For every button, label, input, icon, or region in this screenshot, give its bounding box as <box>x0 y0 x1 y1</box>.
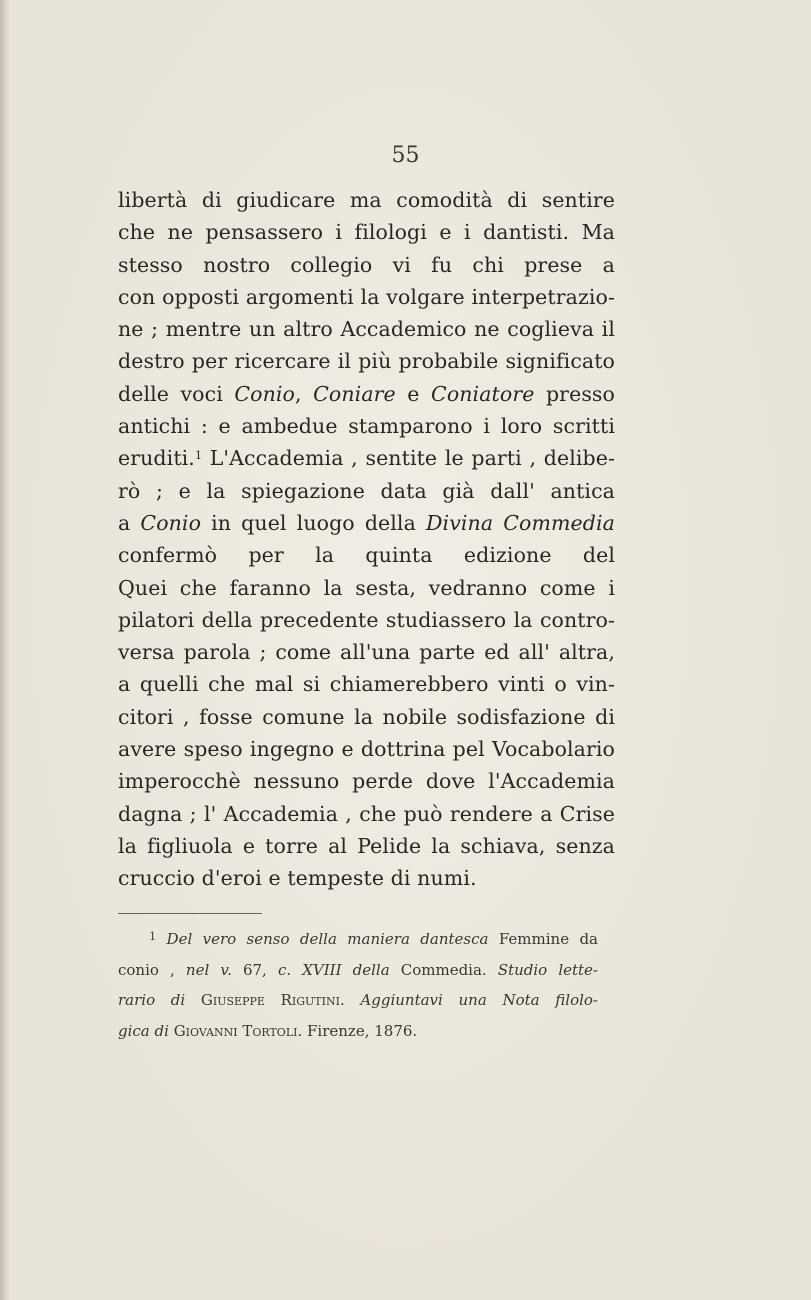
italic-segment: nel v. <box>185 960 232 979</box>
text-segment: delle voci <box>118 381 235 406</box>
footnote-line <box>118 1016 598 1047</box>
text-segment: Firenze, 1876. <box>302 1021 418 1040</box>
text-segment: 67, <box>231 960 278 979</box>
page-number: 55 <box>391 143 420 168</box>
text-line: avere speso ingegno e dottrina pel Vocabolario <box>118 737 615 762</box>
text-line: libertà di giudicare ma comodità di sentire <box>118 188 615 212</box>
text-line: destro per ricercare il più probabile significato <box>118 349 615 374</box>
italic-term: Coniatore <box>431 381 535 406</box>
footnote-mark: 1 <box>149 930 157 943</box>
footnote-line <box>118 985 598 1016</box>
text-line: ne ; mentre un altro Accademico ne coglieva il <box>118 317 615 342</box>
text-segment: L'Accademia , sentite le parti , delibe- <box>202 446 615 471</box>
main-text <box>118 184 615 895</box>
text-line <box>118 507 615 539</box>
text-line: citori , fosse comune la nobile sodisfazione di <box>118 704 615 729</box>
text-line: la figliuola e torre al Pelide la schiava, senza <box>118 833 615 858</box>
footnote <box>118 924 598 1046</box>
text-line: versa parola ; come all'una parte ed all' altra, <box>118 640 615 665</box>
text-segment: , <box>295 381 314 406</box>
text-line <box>118 442 615 474</box>
text-segment: in quel luogo della <box>201 510 426 535</box>
text-segment: conio , <box>118 960 186 979</box>
author-name: Giuseppe Rigutini. <box>185 991 345 1009</box>
italic-term: Conio <box>140 510 202 535</box>
footnote-reference: 1 <box>194 449 203 463</box>
text-segment: eruditi. <box>118 446 195 471</box>
footnote-title: Del vero senso della maniera dantesca <box>166 930 489 948</box>
text-line <box>118 378 615 410</box>
italic-segment: Studio lette- <box>497 960 598 979</box>
italic-term: Coniare <box>313 381 396 406</box>
italic-segment: gica di <box>118 1021 169 1040</box>
text-line: a quelli che mal si chiamerebbero vinti o vin- <box>118 672 615 697</box>
text-line: rò ; e la spiegazione data già dall' antica <box>118 478 615 503</box>
author-name: Giovanni Tortoli. <box>168 1021 303 1040</box>
text-segment: Commedia. <box>389 960 498 979</box>
text-segment: a <box>118 510 141 535</box>
italic-segment: c. XVIII della <box>277 960 390 979</box>
text-segment: e <box>395 381 432 406</box>
text-line: che ne pensassero i filologi e i dantisti. Ma <box>118 220 615 245</box>
italic-term: Conio <box>234 381 296 406</box>
text-segment: Femmine da <box>488 930 598 948</box>
text-line: pilatori della precedente studiassero la contro- <box>118 607 615 632</box>
text-line: cruccio d'eroi e tempeste di numi. <box>118 866 477 891</box>
text-line: stesso nostro collegio vi fu chi prese a <box>118 252 615 277</box>
text-line: con opposti argomenti la volgare interpetrazio- <box>118 284 615 309</box>
text-segment: presso <box>545 381 615 406</box>
footnote-line <box>118 955 598 986</box>
text-line: dagna ; l' Accademia , che può rendere a Crise <box>118 801 615 826</box>
text-line: imperocchè nessuno perde dove l'Accademia <box>118 769 615 794</box>
footnote-divider <box>118 913 262 914</box>
text-line: antichi : e ambedue stamparono i loro scritti <box>118 414 615 439</box>
text-line: Quei che faranno la sesta, vedranno come i <box>118 575 615 600</box>
italic-segment: rario di <box>118 991 186 1009</box>
text-line: confermò per la quinta edizione del <box>118 543 615 568</box>
footnote-line <box>118 924 598 955</box>
italic-title: Divina Commedia <box>426 510 615 535</box>
italic-segment: Aggiuntavi una Nota filolo- <box>344 991 598 1009</box>
